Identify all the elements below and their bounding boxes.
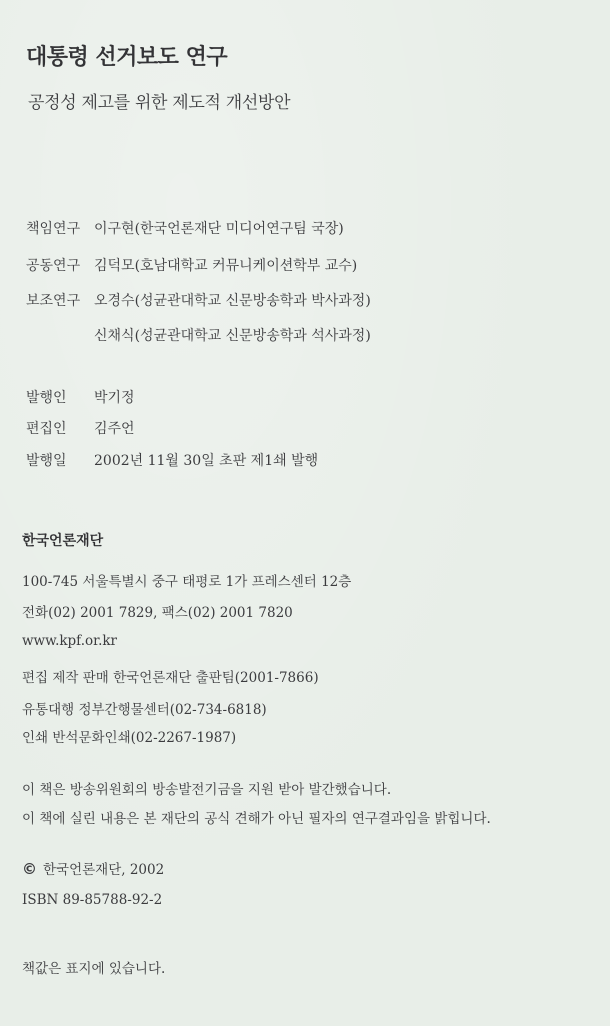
pub-publisher-label: 발행인 (26, 390, 67, 406)
pub-editor (26, 418, 135, 438)
org-distribution: 유통대행 정부간행물센터(02-734-6818) (22, 702, 267, 718)
org-phone: 전화(02) 2001 7829, 팩스(02) 2001 7820 (22, 605, 293, 621)
credit-co-label: 공동연구 (26, 258, 81, 274)
pub-editor-label: 편집인 (26, 421, 67, 437)
org-name: 한국언론재단 (22, 533, 104, 549)
pub-date-value: 2002년 11월 30일 초판 제1쇄 발행 (94, 453, 319, 469)
book-title: 대통령 선거보도 연구 (26, 45, 228, 70)
pub-editor-value: 김주언 (94, 421, 135, 437)
copyright-text: 한국언론재단, 2002 (43, 862, 165, 878)
credit-assist-2 (94, 325, 371, 345)
isbn: ISBN 89-85788-92-2 (22, 892, 163, 908)
org-address: 100-745 서울특별시 중구 태평로 1가 프레스센터 12층 (22, 574, 352, 590)
pub-publisher-value: 박기정 (94, 390, 135, 406)
credit-assist-2-value: 신채식(성균관대학교 신문방송학과 석사과정) (94, 328, 371, 344)
pub-publisher (26, 387, 135, 407)
credit-co (26, 255, 357, 275)
copyright-icon: © (22, 860, 37, 878)
org-website[interactable]: www.kpf.or.kr (22, 633, 118, 649)
copyright-line (22, 858, 164, 878)
credit-lead (26, 218, 344, 238)
credit-lead-label: 책임연구 (26, 221, 81, 237)
org-production: 편집 제작 판매 한국언론재단 출판팀(2001-7866) (22, 670, 319, 686)
funding-note: 이 책은 방송위원회의 방송발전기금을 지원 받아 발간했습니다. (22, 782, 392, 798)
credit-assist (26, 290, 371, 310)
disclaimer-note: 이 책에 실린 내용은 본 재단의 공식 견해가 아닌 필자의 연구결과임을 밝힙니다. (22, 811, 491, 827)
pub-date (26, 450, 318, 470)
pub-date-label: 발행일 (26, 453, 67, 469)
price-note: 책값은 표지에 있습니다. (22, 961, 166, 977)
book-subtitle: 공정성 제고를 위한 제도적 개선방안 (28, 93, 291, 113)
org-printing: 인쇄 반석문화인쇄(02-2267-1987) (22, 730, 237, 746)
credit-co-value: 김덕모(호남대학교 커뮤니케이션학부 교수) (94, 258, 358, 274)
credit-assist-label: 보조연구 (26, 293, 81, 309)
credit-assist-value: 오경수(성균관대학교 신문방송학과 박사과정) (94, 293, 371, 309)
credit-lead-value: 이구현(한국언론재단 미디어연구팀 국장) (94, 221, 344, 237)
